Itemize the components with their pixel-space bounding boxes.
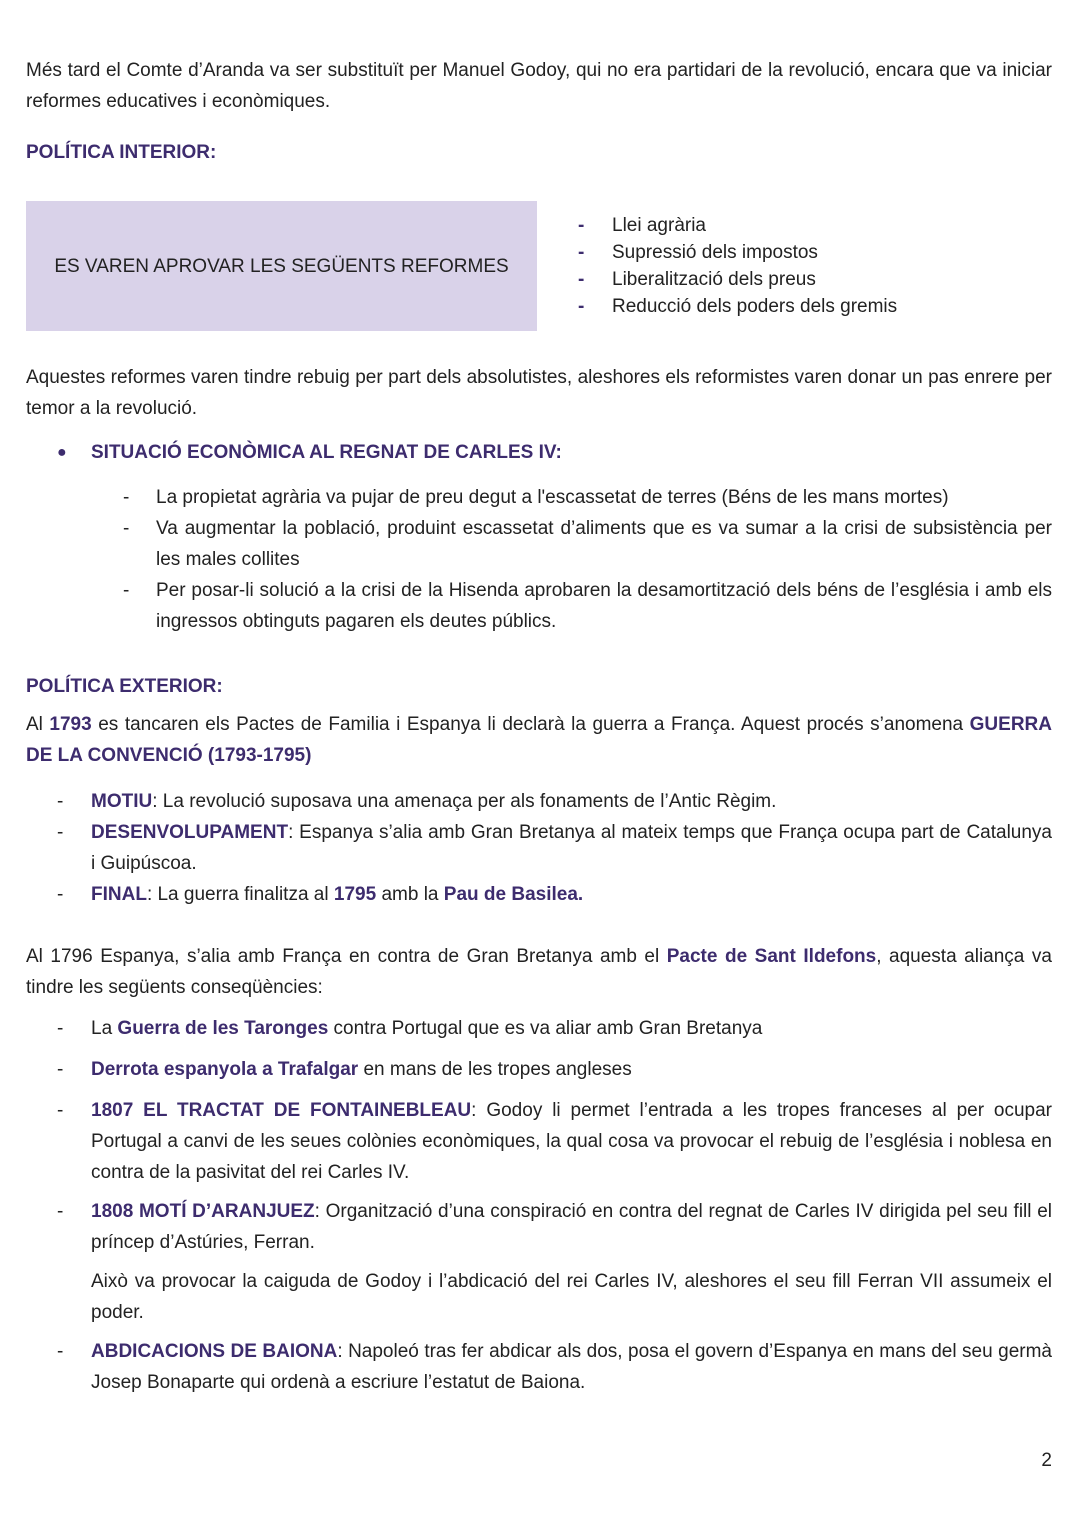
situacio-section bbox=[26, 437, 1052, 637]
list-item: - ABDICACIONS DE BAIONA: Napoleó tras fer abdicar als dos, posa el govern d’Espanya en mans del seu germà Josep Bonaparte qui ordenà a escriure l’estatut de Baiona. bbox=[57, 1341, 1052, 1393]
list-item: - FINAL: La guerra finalitza al 1795 amb la Pau de Basilea. bbox=[57, 884, 584, 905]
list-item: - DESENVOLUPAMENT: Espanya s’alia amb Gran Bretanya al mateix temps que França ocupa part de Catalunya i Guipúscoa. bbox=[57, 822, 1052, 874]
list-item: - 1808 MOTÍ D’ARANJUEZ: Organització d’una conspiració en contra del regnat de Carles IV dirigida pel seu fill el príncep d’Astúries, Ferran. Això va provocar la caiguda de Godoy i l’abdicació del rei Carles IV, aleshores el seu fill Ferran VII assumeix el poder. bbox=[26, 1196, 1052, 1328]
list-item: - Per posar-li solució a la crisi de la Hisenda aprobaren la desamortització dels béns de l’església i amb els ingressos obtinguts pagaren els deutes públics. bbox=[123, 580, 1052, 632]
list-item: - La propietat agrària va pujar de preu degut a l'escassetat de terres (Béns de les mans mortes) bbox=[123, 487, 949, 508]
reforms-box bbox=[26, 201, 537, 331]
list-item: - Llei agrària bbox=[578, 215, 706, 236]
list-item: - MOTIU: La revolució suposava una amenaça per als fonaments de l’Antic Règim. bbox=[57, 791, 777, 812]
list-item: - Liberalització dels preus bbox=[578, 269, 816, 290]
situacio-heading: ● SITUACIÓ ECONÒMICA AL REGNAT DE CARLES IV: bbox=[26, 437, 1052, 468]
list-item: - La Guerra de les Taronges contra Portugal que es va aliar amb Gran Bretanya bbox=[57, 1018, 763, 1039]
page-number: 2 bbox=[1041, 1450, 1052, 1471]
list-item: - Reducció dels poders dels gremis bbox=[578, 296, 898, 317]
consequences-list bbox=[26, 1013, 1052, 1398]
politica-exterior-heading: POLÍTICA EXTERIOR: bbox=[26, 676, 223, 697]
list-item: - 1807 EL TRACTAT DE FONTAINEBLEAU: Godoy li permet l’entrada a les tropes franceses al per ocupar Portugal a canvi de les seues colònies econòmiques, la qual cosa va provocar el rebuig de l’església i noblesa en contra de la pasivitat del rei Carles IV. bbox=[57, 1100, 1053, 1183]
aranjuez-continuation: Això va provocar la caiguda de Godoy i l’abdicació del rei Carles IV, aleshores el seu fill Ferran VII assumeix el poder. bbox=[91, 1271, 1052, 1323]
convencio-paragraph: Al 1793 es tancaren els Pactes de Familia i Espanya li declarà la guerra a França. Aquest procés s’anomena GUERRA DE LA CONVENCIÓ (1793-1795) bbox=[26, 714, 1052, 766]
list-item: - Supressió dels impostos bbox=[578, 242, 818, 263]
convencio-list bbox=[26, 786, 1052, 910]
list-item: - Derrota espanyola a Trafalgar en mans de les tropes angleses bbox=[57, 1059, 632, 1080]
bullet-icon: ● bbox=[57, 444, 67, 461]
list-item: - Va augmentar la població, produint escassetat d’aliments que es va sumar a la crisi de subsistència per les males collites bbox=[123, 518, 1052, 570]
sant-ildefons-paragraph: Al 1796 Espanya, s’alia amb França en contra de Gran Bretanya amb el Pacte de Sant Ildefons, aquesta aliança va tindre les següents conseqüències: bbox=[26, 946, 1052, 998]
reforms-box-label: ES VAREN APROVAR LES SEGÜENTS REFORMES bbox=[54, 255, 509, 277]
reforms-list bbox=[578, 212, 897, 320]
situacio-list bbox=[26, 482, 1052, 637]
politica-interior-heading: POLÍTICA INTERIOR: bbox=[26, 142, 217, 163]
reforms-rejection-paragraph: Aquestes reformes varen tindre rebuig per part dels absolutistes, aleshores els reformistes varen donar un pas enrere per temor a la revolució. bbox=[26, 367, 1052, 419]
intro-paragraph: Més tard el Comte d’Aranda va ser substituït per Manuel Godoy, qui no era partidari de la revolució, encara que va iniciar reformes educatives i econòmiques. bbox=[26, 60, 1052, 112]
